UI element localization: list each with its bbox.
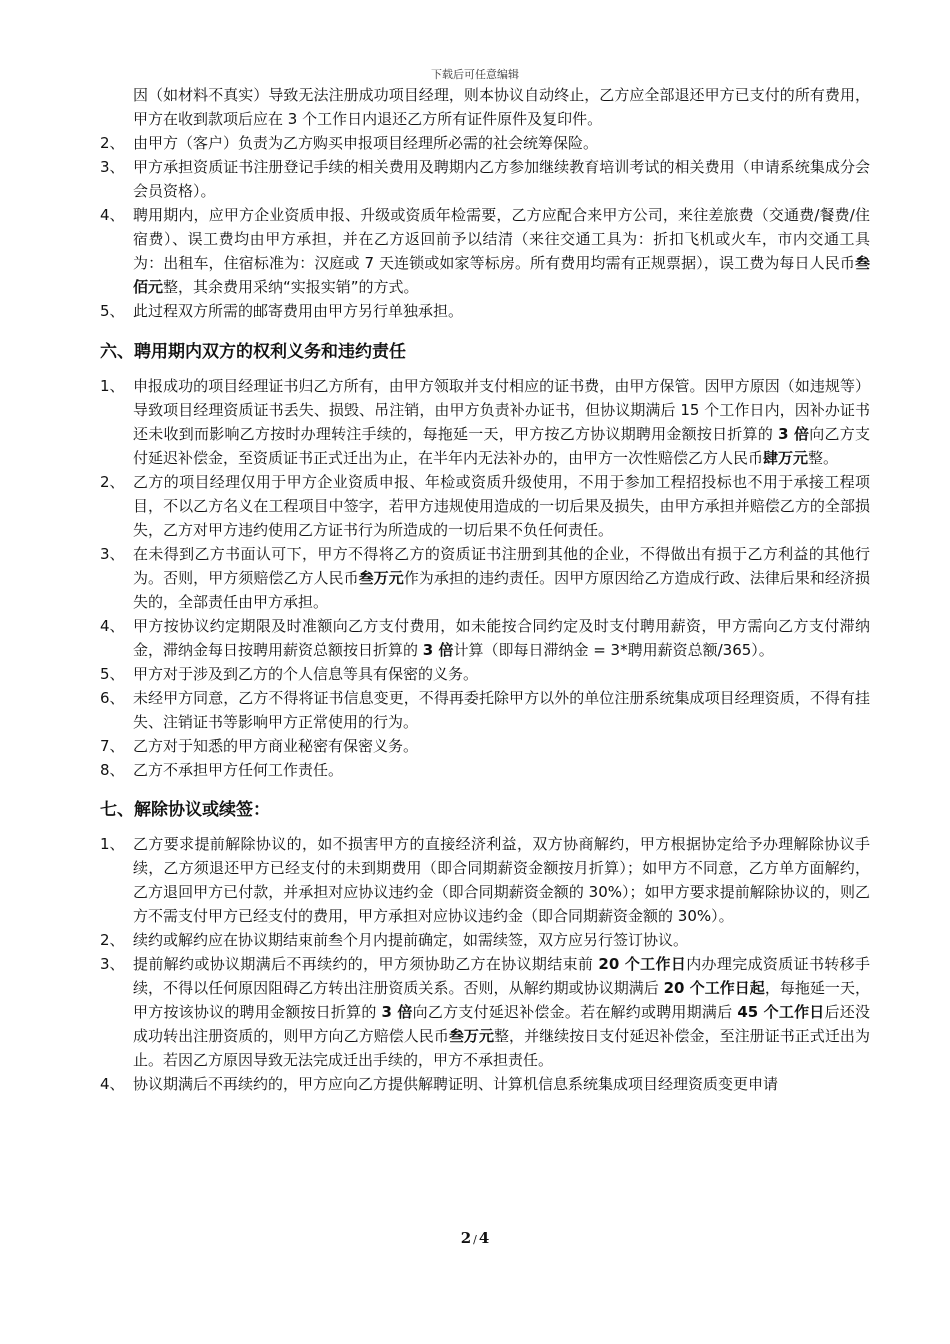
item-number: 3、: [100, 545, 125, 563]
item-number: 1、: [100, 377, 125, 395]
section5-list: [100, 131, 870, 323]
item-number: 2、: [100, 134, 125, 152]
item-text: 申报成功的项目经理证书归乙方所有，由甲方领取并支付相应的证书费，由甲方保管。因甲方原因（如违规等）导致项目经理资质证书丢失、损毁、吊注销，由甲方负责补办证书，但协议期满后 15 个工作日内，因补办证书还未收到而影响乙方按时办理转注手续的，每拖延一天，甲方按乙方协议期聘用金额按日折算的 3 倍向乙方支付延迟补偿金，至资质证书正式迁出为止，在半年内无法补办的，由甲方一次性赔偿乙方人民币肆万元整。: [133, 377, 870, 467]
section6-heading: 六、聘用期内双方的权利义务和违约责任: [100, 342, 406, 362]
list-item: [100, 374, 870, 470]
list-item: [100, 155, 870, 203]
item-number: 4、: [100, 617, 125, 635]
continuation-paragraph: 因（如材料不真实）导致无法注册成功项目经理，则本协议自动终止，乙方应全部退还甲方已支付的所有费用，甲方在收到款项后应在 3 个工作日内退还乙方所有证件原件及复印件。: [133, 86, 870, 128]
item-text: 协议期满后不再续约的，甲方应向乙方提供解聘证明、计算机信息系统集成项目经理资质变更申请: [133, 1075, 779, 1093]
item-text: 由甲方（客户）负责为乙方购买申报项目经理所必需的社会统筹保险。: [133, 134, 599, 152]
list-item: [100, 662, 870, 686]
item-text: 甲方对于涉及到乙方的个人信息等具有保密的义务。: [133, 665, 479, 683]
page-separator: /: [473, 1233, 477, 1246]
section7-heading: 七、解除协议或续签：: [100, 800, 270, 820]
item-text: 乙方对于知悉的甲方商业秘密有保密义务。: [133, 737, 419, 755]
item-text: 在未得到乙方书面认可下，甲方不得将乙方的资质证书注册到其他的企业，不得做出有损于乙方利益的其他行为。否则，甲方须赔偿乙方人民币叁万元作为承担的违约责任。因甲方原因给乙方造成行政、法律后果和经济损失的，全部责任由甲方承担。: [133, 545, 870, 611]
item-text: 乙方不承担甲方任何工作责任。: [133, 761, 344, 779]
item-text: 续约或解约应在协议期结束前叁个月内提前确定，如需续签，双方应另行签订协议。: [133, 931, 689, 949]
item-number: 3、: [100, 158, 125, 176]
list-item: [100, 470, 870, 542]
item-number: 4、: [100, 206, 125, 224]
item-text: 甲方按协议约定期限及时准额向乙方支付费用，如未能按合同约定及时支付聘用薪资，甲方需向乙方支付滞纳金，滞纳金每日按聘用薪资总额按日折算的 3 倍计算（即每日滞纳金 = 3*聘用薪资总额/365）。: [133, 617, 870, 659]
item-number: 7、: [100, 737, 125, 755]
list-item: [100, 952, 870, 1072]
list-item: [100, 928, 870, 952]
item-text: 乙方要求提前解除协议的，如不损害甲方的直接经济利益，双方协商解约，甲方根据协定给予办理解除协议手续，乙方须退还甲方已经支付的未到期费用（即合同期薪资金额按月折算）；如甲方不同意，乙方单方面解约，乙方退回甲方已付款，并承担对应协议违约金（即合同期薪资金额的 30%）；如甲方要求提前解除协议的，则乙方不需支付甲方已经支付的费用，甲方承担对应协议违约金（即合同期薪资金额的 30%）。: [133, 835, 870, 925]
list-item: [100, 758, 870, 782]
list-item: [100, 131, 870, 155]
section6-list: [100, 374, 870, 782]
item-number: 2、: [100, 931, 125, 949]
list-item: [100, 734, 870, 758]
item-number: 4、: [100, 1075, 125, 1093]
item-number: 5、: [100, 665, 125, 683]
item-text: 提前解约或协议期满后不再续约的，甲方须协助乙方在协议期结束前 20 个工作日内办理完成资质证书转移手续，不得以任何原因阻碍乙方转出注册资质关系。否则，从解约期或协议期满后 20 个工作日起，每拖延一天，甲方按该协议的聘用金额按日折算的 3 倍向乙方支付延迟补偿金。若在解约或聘用期满后 45 个工作日后还没成功转出注册资质的，则甲方向乙方赔偿人民币叁万元整，并继续按日支付延迟补偿金，至注册证书正式迁出为止。若因乙方原因导致无法完成迁出手续的，甲方不承担责任。: [133, 955, 870, 1069]
total-pages: 4: [478, 1229, 490, 1247]
list-item: [100, 542, 870, 614]
list-item: [100, 299, 870, 323]
item-number: 1、: [100, 835, 125, 853]
item-number: 8、: [100, 761, 125, 779]
list-item: [100, 686, 870, 734]
item-number: 3、: [100, 955, 125, 973]
item-text: 甲方承担资质证书注册登记手续的相关费用及聘期内乙方参加继续教育培训考试的相关费用（申请系统集成分会会员资格）。: [133, 158, 870, 200]
item-text: 聘用期内，应甲方企业资质申报、升级或资质年检需要，乙方应配合来甲方公司，来往差旅费（交通费/餐费/住宿费）、误工费均由甲方承担，并在乙方返回前予以结清（来往交通工具为：折扣飞机或火车，市内交通工具为：出租车，住宿标准为：汉庭或 7 天连锁或如家等标房。所有费用均需有正规票据），误工费为每日人民币叁佰元整，其余费用采纳“实报实销”的方式。: [133, 206, 870, 296]
item-number: 2、: [100, 473, 125, 491]
item-number: 5、: [100, 302, 125, 320]
list-item: [100, 832, 870, 928]
document-body: [100, 83, 870, 1096]
section7-list: [100, 832, 870, 1096]
page-number: [0, 1229, 950, 1247]
list-item: [100, 614, 870, 662]
item-text: 此过程双方所需的邮寄费用由甲方另行单独承担。: [133, 302, 464, 320]
item-text: 乙方的项目经理仅用于甲方企业资质申报、年检或资质升级使用，不用于参加工程招投标也不用于承接工程项目，不以乙方名义在工程项目中签字，若甲方违规使用造成的一切后果及损失，由甲方承担并赔偿乙方的全部损失，乙方对甲方违约使用乙方证书行为所造成的一切后果不负任何责任。: [133, 473, 870, 539]
page-header-note: 下载后可任意编辑: [431, 68, 519, 81]
item-text: 未经甲方同意，乙方不得将证书信息变更，不得再委托除甲方以外的单位注册系统集成项目经理资质，不得有挂失、注销证书等影响甲方正常使用的行为。: [133, 689, 870, 731]
list-item: [100, 203, 870, 299]
list-item: [100, 1072, 870, 1096]
item-number: 6、: [100, 689, 125, 707]
current-page: 2: [460, 1229, 472, 1247]
